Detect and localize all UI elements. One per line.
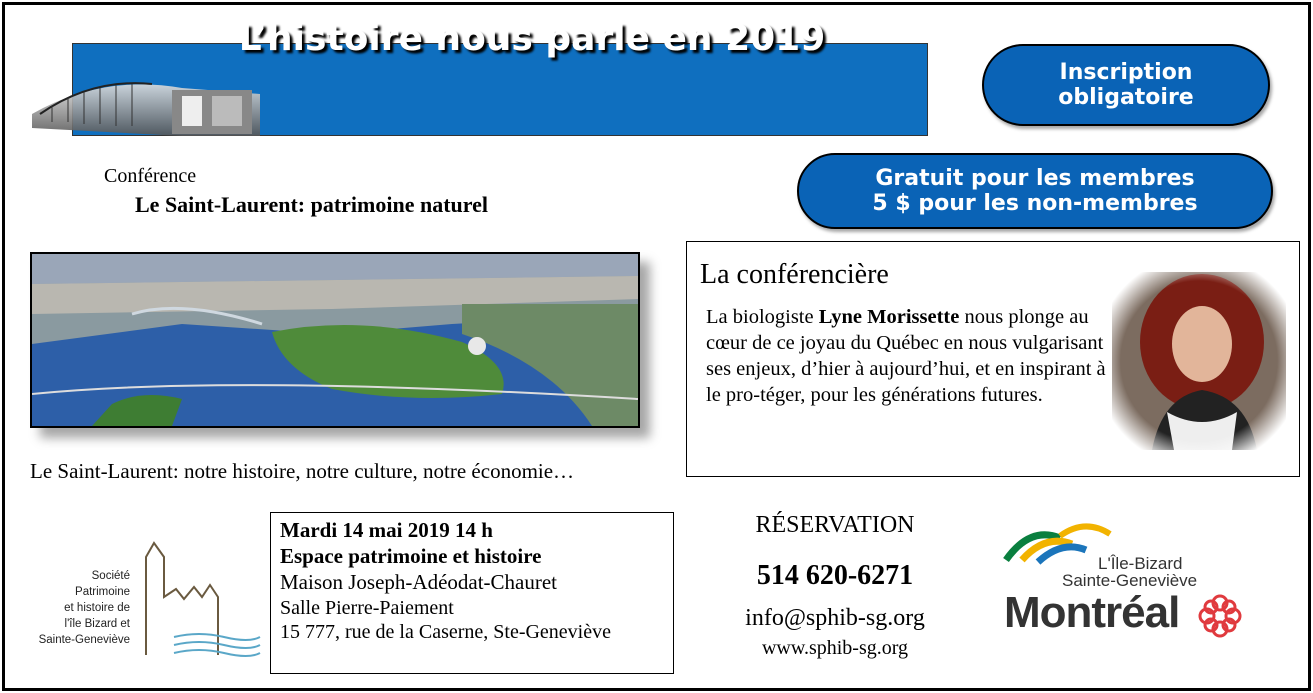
org-name — [20, 568, 130, 648]
price-badge — [797, 153, 1273, 229]
bio-body: nous plonge au cœur de ce joyau du Québec en nous vulgarisant ses enjeux, d’hier à aujourd’hui, et en inspirant à le pro-téger, pour les générations futures. — [706, 306, 1106, 406]
org-name-line-5: Sainte-Geneviève — [38, 634, 130, 646]
price-line-1: Gratuit pour les membres — [875, 166, 1195, 191]
reservation-website[interactable]: www.sphib-sg.org — [761, 637, 909, 659]
city-logo-line-1: L'Île-Bizard — [1098, 554, 1183, 573]
event-address: 15 777, rue de la Caserne, Ste-Geneviève — [280, 621, 611, 643]
conference-title: Le Saint-Laurent: patrimoine naturel — [135, 192, 489, 217]
speaker-name: Lyne Morissette — [818, 306, 960, 328]
bridge-illustration-icon — [32, 66, 262, 156]
city-logo-wordmark: Montréal — [1004, 588, 1180, 637]
event-venue: Espace patrimoine et histoire — [280, 544, 542, 568]
speaker-bio — [706, 304, 1106, 408]
price-line-2: 5 $ pour les non-membres — [872, 191, 1198, 216]
reservation-email[interactable]: info@sphib-sg.org — [745, 605, 925, 631]
reservation-phone[interactable]: 514 620-6271 — [756, 560, 914, 591]
banner-title: L’histoire nous parle en 2019 — [238, 18, 826, 59]
org-name-line-3: et histoire de — [64, 602, 130, 614]
river-aerial-photo-icon — [30, 252, 640, 428]
event-date: Mardi 14 mai 2019 14 h — [280, 518, 493, 542]
org-name-line-2: Patrimoine — [75, 586, 130, 598]
registration-line-1: Inscription — [1059, 60, 1193, 85]
conference-label: Conférence — [104, 165, 197, 187]
registration-badge — [982, 44, 1270, 126]
speaker-portrait-icon — [1112, 272, 1286, 450]
river-caption: Le Saint-Laurent: notre histoire, notre culture, notre économie… — [30, 459, 575, 483]
org-name-line-4: l'île Bizard et — [64, 618, 130, 630]
city-logo-line-2: Sainte-Geneviève — [1062, 571, 1198, 590]
org-name-line-1: Société — [91, 570, 130, 582]
event-room: Salle Pierre-Paiement — [280, 597, 454, 619]
event-building: Maison Joseph-Adéodat-Chauret — [280, 570, 558, 594]
bio-intro: La biologiste — [706, 306, 819, 328]
speaker-heading: La conférencière — [700, 259, 889, 290]
reservation-heading: RÉSERVATION — [755, 512, 915, 538]
registration-line-2: obligatoire — [1058, 85, 1194, 110]
